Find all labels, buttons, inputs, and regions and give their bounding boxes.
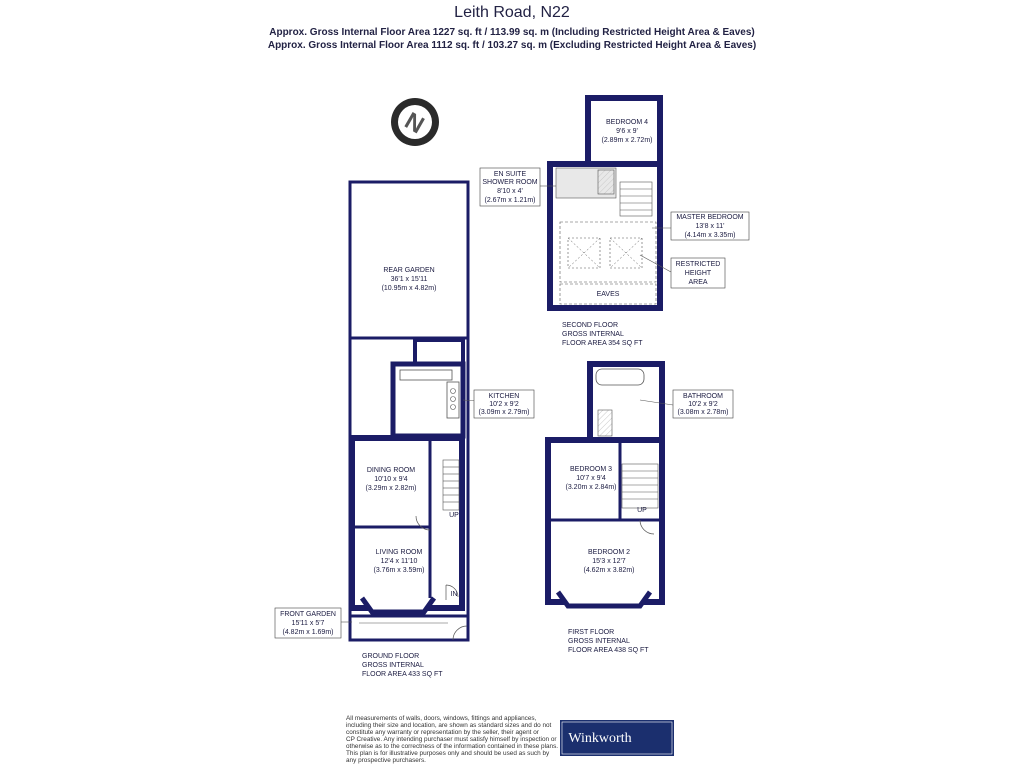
restricted-height-zone (560, 222, 656, 282)
ground-floor-area-line-1: GROUND FLOOR (362, 653, 420, 660)
north-arrow-icon (391, 98, 439, 146)
brand-name: Winkworth (568, 731, 632, 746)
second-floor-area-line-1: SECOND FLOOR (562, 322, 619, 329)
second-floor-area-line-3: FLOOR AREA 354 SQ FT (562, 340, 643, 347)
restricted-label-3: AREA (688, 279, 708, 286)
bedroom-3-imperial: 10'7 x 9'4 (576, 475, 606, 482)
ground-stairs-up-label: UP (449, 512, 459, 519)
north-letter: N (399, 107, 429, 140)
master-bedroom-imperial: 13'8 x 11' (695, 223, 725, 230)
second-floor-plan (550, 98, 660, 308)
first-floor-area-line-1: FIRST FLOOR (568, 629, 615, 636)
disclaimer-line-1: All measurements of walls, doors, windows, fittings and appliances, (346, 715, 537, 722)
bedroom-4-imperial: 9'6 x 9' (616, 128, 638, 135)
second-floor-area-line-2: GROSS INTERNAL (562, 331, 624, 338)
ensuite-imperial: 8'10 x 4' (497, 188, 523, 195)
living-room-label: LIVING ROOM (375, 549, 423, 556)
front-garden-imperial: 15'11 x 5'7 (291, 620, 325, 627)
dining-room-imperial: 10'10 x 9'4 (374, 476, 408, 483)
rear-garden-outline (350, 182, 468, 338)
winkworth-logo (560, 720, 674, 756)
area-including-eaves: Approx. Gross Internal Floor Area 1227 sq. ft / 113.99 sq. m (Including Restricted Height Area & Eaves) (269, 27, 755, 38)
living-room-metric: (3.76m x 3.59m) (373, 567, 425, 574)
ensuite-metric: (2.67m x 1.21m) (484, 197, 536, 204)
first-stairs-up-label: UP (637, 507, 647, 514)
ground-floor-area-line-3: FLOOR AREA 433 SQ FT (362, 671, 443, 678)
entrance-label: IN (450, 591, 458, 598)
area-excluding-eaves: Approx. Gross Internal Floor Area 1112 sq. ft / 103.27 sq. m (Excluding Restricted Height Area & Eaves) (267, 40, 757, 51)
living-room-imperial: 12'4 x 11'10 (380, 558, 418, 565)
bedroom-4-metric: (2.89m x 2.72m) (601, 137, 653, 144)
ensuite-label-2: SHOWER ROOM (482, 179, 538, 186)
restricted-label-2: HEIGHT (684, 270, 712, 277)
kitchen-metric: (3.09m x 2.79m) (478, 409, 530, 416)
first-floor-area-line-3: FLOOR AREA 438 SQ FT (568, 647, 649, 654)
front-garden-label: FRONT GARDEN (280, 611, 336, 618)
ground-floor-area-line-2: GROSS INTERNAL (362, 662, 424, 669)
disclaimer-line-6: This plan is for illustrative purposes only and should be used as such by (346, 750, 550, 757)
disclaimer-line-7: any prospective purchasers. (346, 757, 426, 764)
rear-garden-imperial: 36'1 x 15'11 (390, 276, 428, 283)
rear-garden-label: REAR GARDEN (383, 267, 435, 274)
bedroom-3-metric: (3.20m x 2.84m) (565, 484, 617, 491)
front-garden-metric: (4.82m x 1.69m) (282, 629, 334, 636)
kitchen-label: KITCHEN (488, 393, 520, 400)
ensuite-label-1: EN SUITE (493, 171, 527, 178)
disclaimer-line-4: CP Creative. Any intending purchaser must satisfy himself by inspection or (346, 736, 557, 743)
rear-garden-metric: (10.95m x 4.82m) (381, 285, 437, 292)
front-garden-outline (350, 616, 468, 640)
bathroom-imperial: 10'2 x 9'2 (688, 401, 718, 408)
bedroom-3-label: BEDROOM 3 (569, 466, 613, 473)
disclaimer-line-2: including their size and location, are shown as standard sizes and do not (346, 722, 552, 729)
bedroom-2-metric: (4.62m x 3.82m) (583, 567, 635, 574)
dining-room-metric: (3.29m x 2.82m) (365, 485, 417, 492)
master-bedroom-metric: (4.14m x 3.35m) (684, 232, 736, 239)
master-bedroom-label: MASTER BEDROOM (676, 214, 744, 221)
kitchen-imperial: 10'2 x 9'2 (489, 401, 519, 408)
disclaimer-line-3: constitute any warranty or representation by the seller, their agent or (346, 729, 539, 736)
eaves-label: EAVES (596, 291, 620, 298)
bathroom-label: BATHROOM (683, 393, 723, 400)
first-floor-area-line-2: GROSS INTERNAL (568, 638, 630, 645)
restricted-label-1: RESTRICTED (675, 261, 721, 268)
property-title: Leith Road, N22 (454, 4, 570, 21)
bedroom-4-label: BEDROOM 4 (605, 119, 649, 126)
bathroom-metric: (3.08m x 2.78m) (677, 409, 729, 416)
bedroom-2-imperial: 15'3 x 12'7 (592, 558, 626, 565)
bedroom-2-label: BEDROOM 2 (587, 549, 631, 556)
disclaimer-line-5: otherwise as to the correctness of the information contained in these plans. (346, 743, 559, 750)
dining-room-label: DINING ROOM (366, 467, 416, 474)
